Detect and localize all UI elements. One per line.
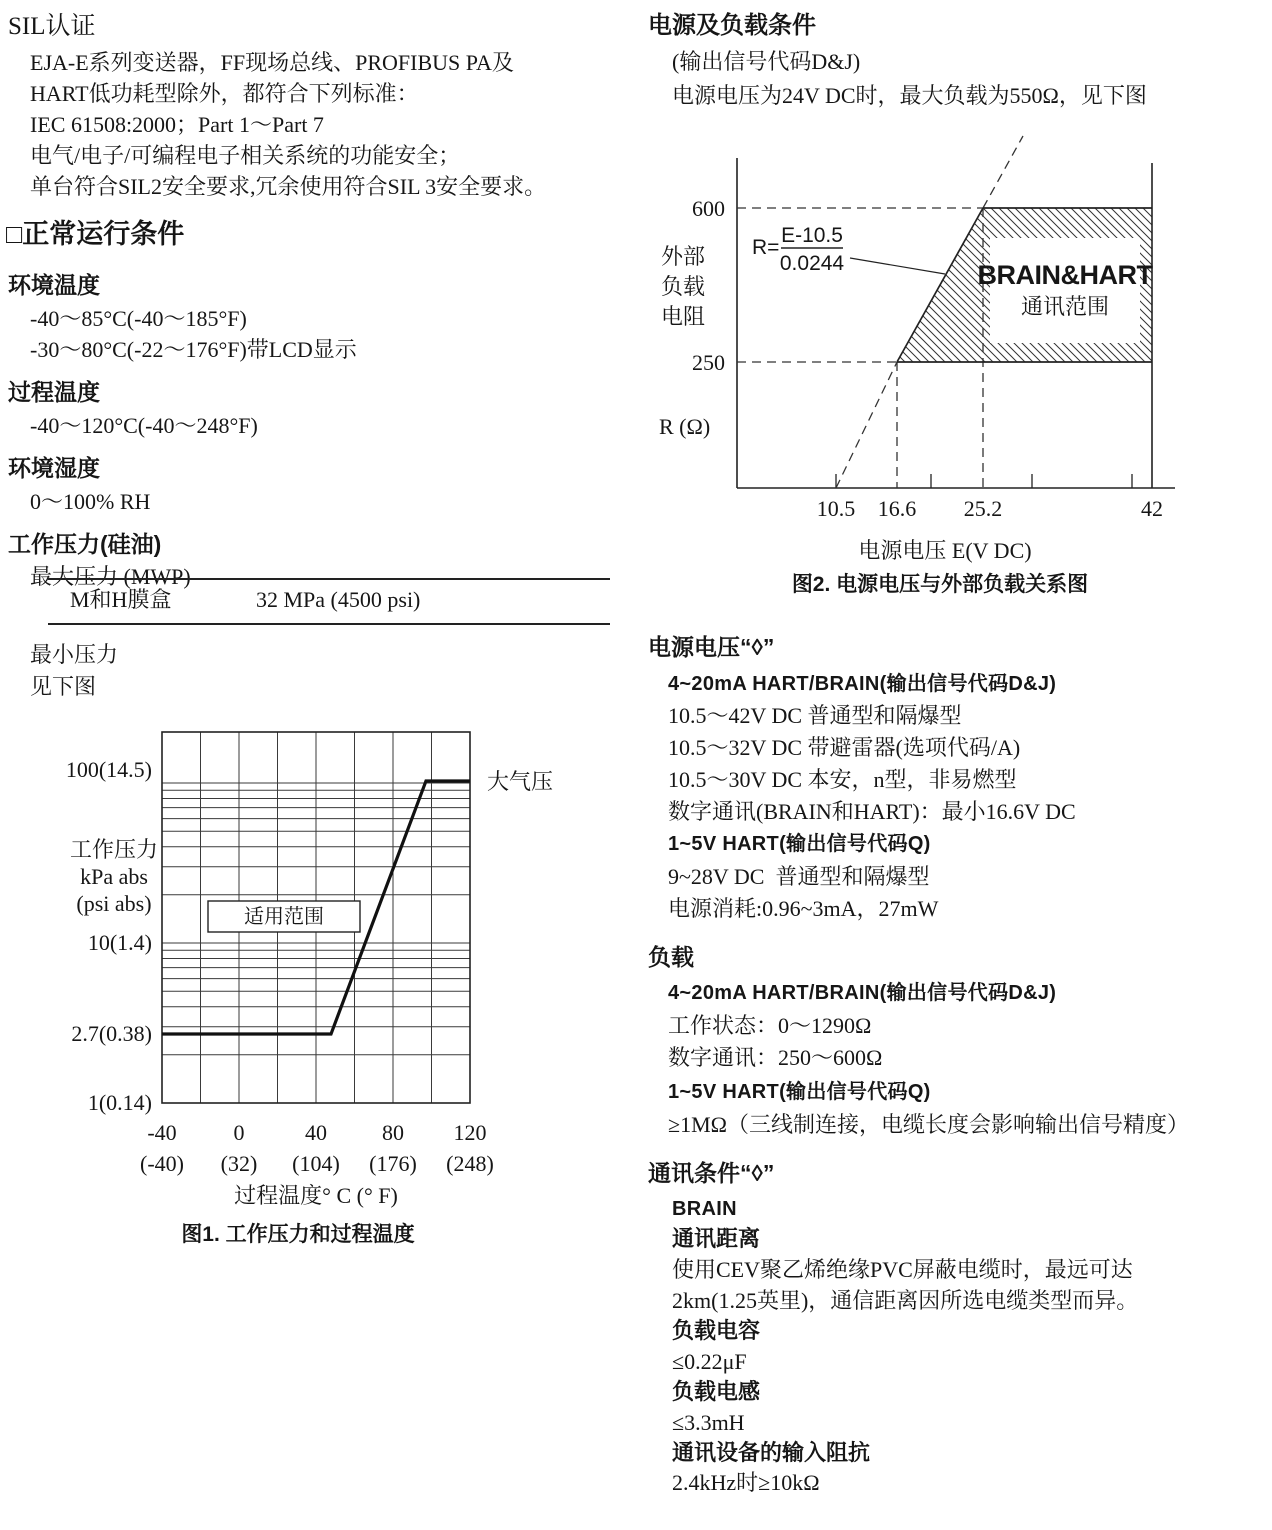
- figure2-ytick: 250: [692, 350, 725, 375]
- spec-subhead: 1~5V HART(输出信号代码Q): [668, 833, 931, 855]
- spec-line: ≤3.3mH: [672, 1410, 745, 1435]
- mwp-subtitle: 最大压力 (MWP): [30, 564, 191, 589]
- figure2-ylabel-line: 外部: [660, 244, 706, 269]
- see-figure-label: 见下图: [30, 674, 97, 699]
- figure2-ylabel-line: 负载: [660, 274, 706, 299]
- spec-subhead: 4~20mA HART/BRAIN(输出信号代码D&J): [668, 673, 1057, 695]
- spec-subhead: 4~20mA HART/BRAIN(输出信号代码D&J): [668, 982, 1057, 1004]
- sil-line: EJA-E系列变送器，FF现场总线、PROFIBUS PA及: [30, 50, 514, 75]
- spec-subhead: 通讯设备的输入阻抗: [672, 1440, 871, 1465]
- figure1-xtick-c: -40: [147, 1120, 177, 1145]
- spec-line: 10.5～42V DC 普通型和隔爆型: [668, 703, 962, 728]
- figure1-xlabel: 过程温度° C (° F): [234, 1183, 398, 1208]
- min-pressure-label: 最小压力: [30, 642, 119, 667]
- figure2-xticks: [836, 474, 1132, 488]
- spec-subhead: 负载电容: [672, 1318, 761, 1343]
- figure2-xtick: 42: [1141, 496, 1163, 521]
- table-cell-pressure: 32 MPa (4500 psi): [256, 587, 421, 612]
- figure2-region-label-2: 通讯范围: [1020, 294, 1110, 319]
- figure1-xtick-f: (176): [369, 1151, 417, 1176]
- figure2-formula-numerator: E-10.5: [781, 224, 843, 247]
- figure1-ylabel-line: (psi abs): [76, 891, 152, 916]
- figure1-ytick: 1(0.14): [87, 1090, 152, 1115]
- table-cell-capsule: M和H膜盒: [70, 587, 172, 612]
- section-title-normal-operating-conditions: □正常运行条件: [6, 219, 185, 249]
- figure2-ytick: 600: [692, 196, 725, 221]
- spec-subhead: 负载电感: [672, 1379, 761, 1404]
- section-title-power-load: 电源及负载条件: [648, 12, 816, 39]
- sil-line: 单台符合SIL2安全要求,冗余使用符合SIL 3安全要求。: [30, 174, 547, 199]
- figure1-ytick: 100(14.5): [65, 757, 152, 782]
- spec-line: 10.5～32V DC 带避雷器(选项代码/A): [668, 735, 1021, 760]
- figure1-ylabel-line: kPa abs: [80, 864, 148, 889]
- spec-line: 电源消耗:0.96~3mA，27mW: [668, 896, 939, 921]
- figure2-formula-denominator: 0.0244: [779, 252, 845, 275]
- figure2-xtick: 25.2: [963, 496, 1003, 521]
- figure1-xtick-c: 0: [233, 1120, 245, 1145]
- spec-subhead: 通讯距离: [672, 1226, 761, 1251]
- spec-line: (输出信号代码D&J): [672, 49, 861, 74]
- spec-line: -30～80°C(-22～176°F)带LCD显示: [30, 337, 357, 362]
- figure2-xtick: 10.5: [816, 496, 856, 521]
- spec-line: 2.4kHz时≥10kΩ: [672, 1470, 820, 1495]
- figure1-ytick: 10(1.4): [87, 930, 152, 955]
- figure2-region-label-box: [990, 238, 1140, 343]
- spec-line: 0～100% RH: [30, 489, 151, 514]
- section-title-supply-voltage: 电源电压“◊”: [648, 634, 775, 660]
- figure1-range-label: 适用范围: [244, 906, 324, 928]
- section-title-sil: SIL认证: [8, 13, 96, 40]
- spec-subhead: 1~5V HART(输出信号代码Q): [668, 1081, 931, 1103]
- figure1-caption: 图1. 工作压力和过程温度: [181, 1223, 415, 1246]
- figure1-xtick-f: (104): [292, 1151, 340, 1176]
- sil-line: IEC 61508:2000；Part 1～Part 7: [30, 112, 324, 137]
- figure2-ylabel-line: 电阻: [660, 304, 706, 329]
- sil-line: HART低功耗型除外，都符合下列标准：: [30, 81, 419, 106]
- figure1-xtick-c: 120: [453, 1120, 487, 1145]
- figure2-formula-pointer: [850, 258, 945, 274]
- figure2-chart: [645, 118, 1272, 618]
- figure2-caption: 图2. 电源电压与外部负载关系图: [791, 573, 1089, 596]
- figure1-chart: [40, 695, 640, 1255]
- section-title-load: 负载: [648, 944, 694, 970]
- section-title-process-temperature: 过程温度: [8, 379, 100, 405]
- figure1-xtick-f: (-40): [140, 1151, 184, 1176]
- section-title-working-pressure: 工作压力(硅油): [8, 531, 162, 557]
- spec-line: 电源电压为24V DC时，最大负载为550Ω，见下图: [672, 83, 1147, 108]
- spec-line: 使用CEV聚乙烯绝缘PVC屏蔽电缆时，最远可达: [672, 1257, 1133, 1282]
- spec-line: -40～120°C(-40～248°F): [30, 413, 258, 438]
- figure2-region-label-1: BRAIN&HART: [977, 260, 1153, 290]
- figure1-ylabel-line: 工作压力: [69, 837, 159, 862]
- figure1-atm-label: 大气压: [487, 769, 554, 794]
- spec-line: 10.5～30V DC 本安，n型，非易燃型: [668, 767, 1017, 792]
- spec-subhead: BRAIN: [672, 1198, 737, 1220]
- section-title-ambient-temperature: 环境温度: [8, 272, 100, 298]
- figure1-xtick-c: 80: [382, 1120, 404, 1145]
- spec-line: 数字通讯：250～600Ω: [668, 1045, 883, 1070]
- spec-line: 9~28V DC 普通型和隔爆型: [668, 864, 930, 889]
- sil-line: 电气/电子/可编程电子相关系统的功能安全；: [30, 143, 461, 168]
- figure2-formula-prefix: R=: [752, 236, 780, 259]
- figure2-xlabel: 电源电压 E(V DC): [858, 538, 1032, 563]
- spec-line: 数字通讯(BRAIN和HART)：最小16.6V DC: [668, 799, 1076, 824]
- table-row: [48, 587, 610, 613]
- figure2-xtick: 16.6: [877, 496, 917, 521]
- mwp-table: [48, 578, 610, 625]
- figure1-xtick-f: (32): [220, 1151, 258, 1176]
- figure2-ylabel-unit: R (Ω): [659, 414, 711, 439]
- spec-line: -40～85°C(-40～185°F): [30, 306, 247, 331]
- figure1-xtick-f: (248): [446, 1151, 494, 1176]
- section-title-ambient-humidity: 环境湿度: [8, 455, 100, 481]
- figure1-ytick: 2.7(0.38): [71, 1021, 152, 1046]
- spec-line: ≤0.22μF: [672, 1349, 747, 1374]
- spec-line: 工作状态：0～1290Ω: [668, 1013, 872, 1038]
- section-title-communication: 通讯条件“◊”: [648, 1160, 775, 1186]
- figure1-xtick-c: 40: [305, 1120, 327, 1145]
- spec-line: ≥1MΩ（三线制连接，电缆长度会影响输出信号精度）: [668, 1112, 1189, 1137]
- spec-line: 2km(1.25英里)，通信距离因所选电缆类型而异。: [672, 1288, 1139, 1313]
